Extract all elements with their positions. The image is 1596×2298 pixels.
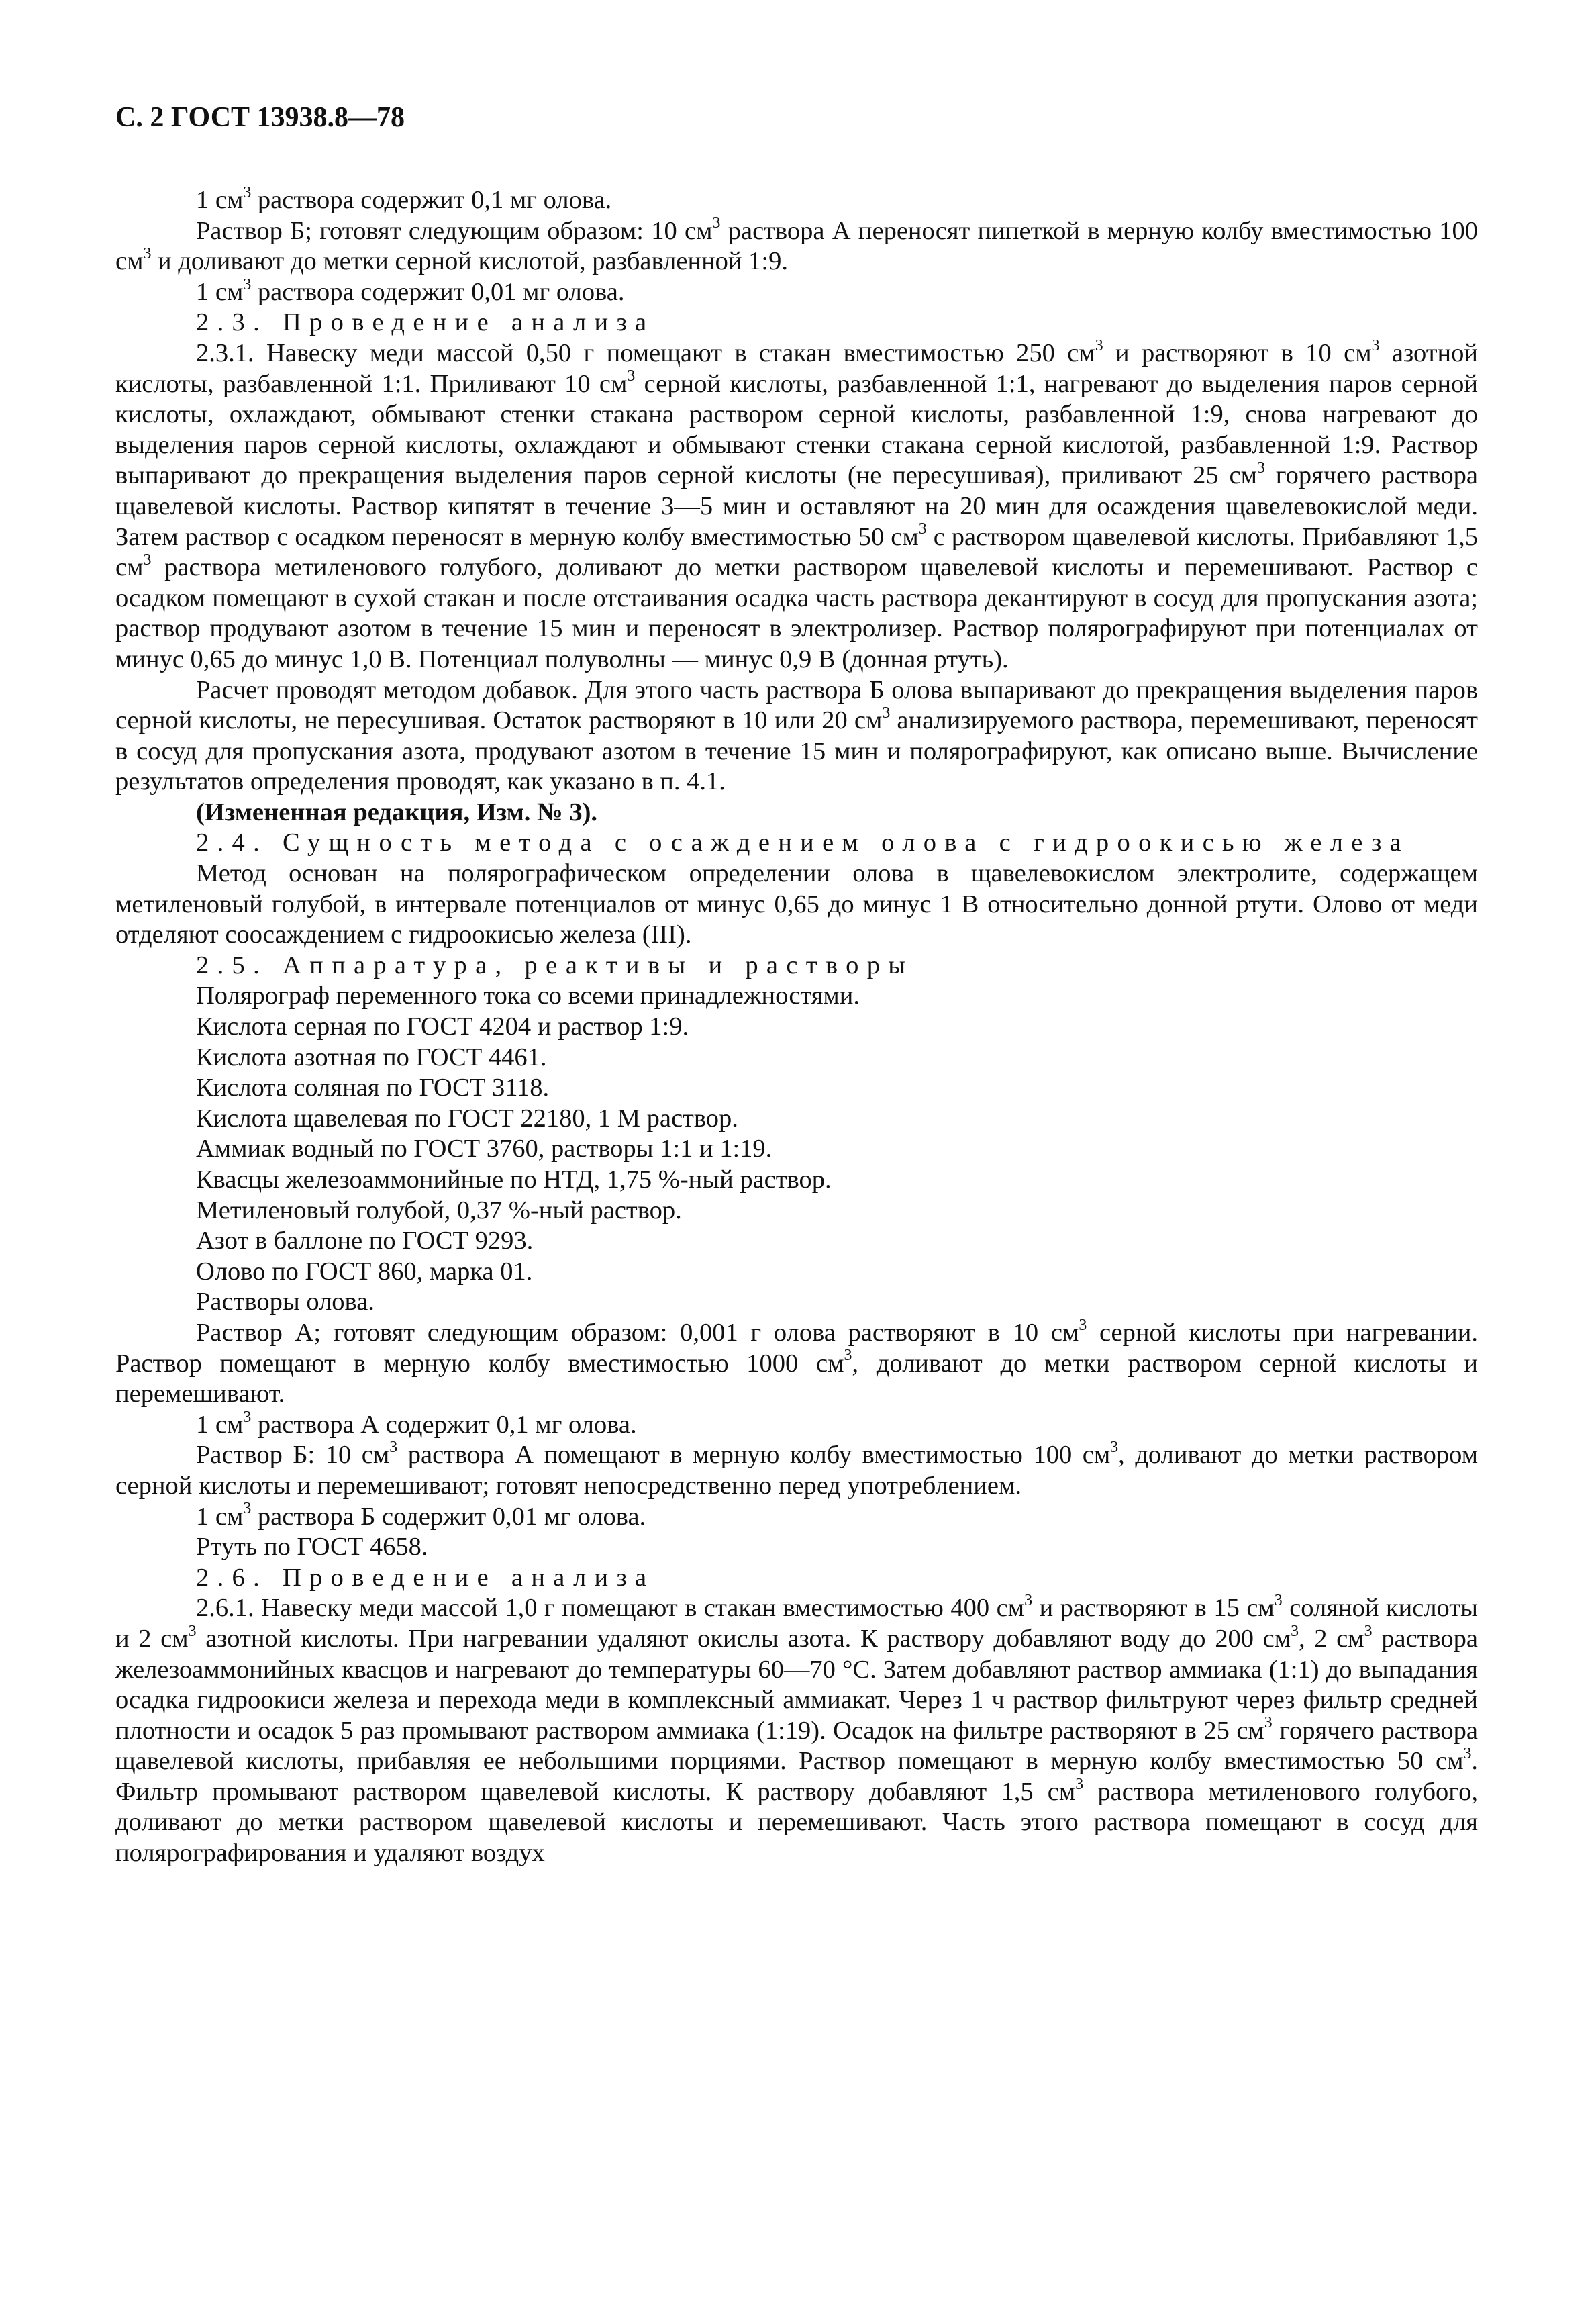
paragraph-p18: Метиленовый голубой, 0,37 %-ный раствор.: [196, 1196, 682, 1225]
paragraph-p3: 1 $см^3$ раствора содержит 0,01 мг олова.: [196, 275, 625, 306]
paragraph-p19: Азот в баллоне по ГОСТ 9293.: [196, 1227, 534, 1255]
paragraph-p2: Раствор Б; готовят следующим образом: 10 $см^3$ раствора А переносят пипеткой в мерную колбу вместимостью 100 $см^3$ и доливают до метки серной кислотой, разбавленной 1:9.: [115, 214, 1478, 276]
paragraph-p10: 2.5. Аппаратура, реактивы и растворы: [196, 951, 914, 979]
paragraph-p22: Раствор А; готовят следующим образом: 0,001 г олова растворяют в 10 $см^3$ серной кислоты при нагревании. Раствор помещают в мерную колбу вместимостью 1000 $см^3$, доливают до метки раствором серной кислоты и перемешивают.: [115, 1316, 1478, 1408]
paragraph-p1: 1 $см^3$ раствора содержит 0,1 мг олова.: [196, 183, 612, 214]
paragraph-p15: Кислота щавелевая по ГОСТ 22180, 1 М раствор.: [196, 1104, 738, 1133]
paragraph-p26: Ртуть по ГОСТ 4658.: [196, 1533, 428, 1562]
paragraph-p14: Кислота соляная по ГОСТ 3118.: [196, 1073, 550, 1102]
paragraph-p11: Полярограф переменного тока со всеми принадлежностями.: [196, 982, 860, 1010]
paragraph-p23: 1 $см^3$ раствора А содержит 0,1 мг олова.: [196, 1408, 637, 1439]
paragraph-p5: 2.3.1. Навеску меди массой 0,50 г помещают в стакан вместимостью 250 $см^3$ и растворяют в 10 $см^3$ азотной кислоты, разбавленной 1:1. Приливают 10 $см^3$ серной кислоты, разбавленной 1:1, нагревают до выделения паров серной кислоты, охлаждают, обмывают стенки стакана раствором серной кислоты, разбавленной 1:9, снова нагревают до выделения паров серной кислоты, охлаждают и обмывают стенки стакана серной кислотой, разбавленной 1:9. Раствор выпаривают до прекращения выделения паров серной кислоты (не пересушивая), приливают 25 $см^3$ горячего раствора щавелевой кислоты. Раствор кипятят в течение 3—5 мин и оставляют на 20 мин для осаждения щавелевокислой меди. Затем раствор с осадком переносят в мерную колбу вместимостью 50 $см^3$ с раствором щавелевой кислоты. Прибавляют 1,5 $см^3$ раствора метиленового голубого, доливают до метки раствором щавелевой кислоты и перемешивают. Раствор с осадком помещают в сухой стакан и после отстаивания осадка часть раствора декантируют в сосуд для пропускания азота; раствор продувают азотом в течение 15 мин и переносят в электролизер. Раствор полярографируют при потенциалах от минус 0,65 до минус 1,0 В. Потенциал полуволны — минус 0,9 В (донная ртуть).: [115, 336, 1478, 673]
paragraph-p21: Растворы олова.: [196, 1288, 375, 1316]
paragraph-p8: 2.4. Сущность метода с осаждением олова с гидроокисью железа: [196, 828, 1410, 857]
paragraph-p27: 2.6. Проведение анализа: [196, 1563, 655, 1592]
paragraph-p7: (Измененная редакция, Изм. № 3).: [196, 798, 598, 826]
paragraph-p17: Квасцы железоаммонийные по НТД, 1,75 %-ный раствор.: [196, 1165, 832, 1194]
page-header: С. 2 ГОСТ 13938.8—78: [115, 102, 405, 133]
paragraph-p25: 1 $см^3$ раствора Б содержит 0,01 мг олова.: [196, 1500, 646, 1531]
paragraph-p16: Аммиак водный по ГОСТ 3760, растворы 1:1 и 1:19.: [196, 1135, 772, 1163]
document-page: [115, 101, 1478, 2249]
paragraph-p24: Раствор Б: 10 $см^3$ раствора А помещают в мерную колбу вместимостью 100 $см^3$, доливают до метки раствором серной кислоты и перемешивают; готовят непосредственно перед употреблением.: [115, 1439, 1478, 1500]
paragraph-p20: Олово по ГОСТ 860, марка 01.: [196, 1257, 533, 1286]
paragraph-p4: 2.3. Проведение анализа: [196, 308, 655, 337]
paragraph-p28: 2.6.1. Навеску меди массой 1,0 г помещают в стакан вместимостью 400 $см^3$ и растворяют в 15 $см^3$ соляной кислоты и 2 $см^3$ азотной кислоты. При нагревании удаляют окислы азота. К раствору добавляют воду до 200 $см^3$, 2 $см^3$ раствора железоаммонийных квасцов и нагревают до температуры 60—70 °С. Затем добавляют раствор аммиака (1:1) до выпадания осадка гидроокиси железа и перехода меди в комплексный аммиакат. Через 1 ч раствор фильтруют через фильтр средней плотности и осадок 5 раз промывают раствором аммиака (1:19). Осадок на фильтре растворяют в 25 $см^3$ горячего раствора щавелевой кислоты, прибавляя ее небольшими порциями. Раствор помещают в мерную колбу вместимостью 50 $см^3$. Фильтр промывают раствором щавелевой кислоты. К раствору добавляют 1,5 $см^3$ раствора метиленового голубого, доливают до метки раствором щавелевой кислоты и перемешивают. Часть этого раствора помещают в сосуд для полярографирования и удаляют воздух: [115, 1592, 1478, 1868]
paragraph-p12: Кислота серная по ГОСТ 4204 и раствор 1:9.: [196, 1012, 689, 1041]
paragraph-p9: Метод основан на полярографическом определении олова в щавелевокислом электролите, содержащем метиленовый голубой, в интервале потенциалов от минус 0,65 до минус 1 В относительно донной ртути. Олово от меди отделяют соосаждением с гидроокисью железа (III).: [115, 859, 1478, 949]
paragraph-p13: Кислота азотная по ГОСТ 4461.: [196, 1043, 547, 1071]
paragraph-p6: Расчет проводят методом добавок. Для этого часть раствора Б олова выпаривают до прекращения выделения паров серной кислоты, не пересушивая. Остаток растворяют в 10 или 20 $см^3$ анализируемого раствора, перемешивают, переносят в сосуд для пропускания азота, продувают азотом в течение 15 мин и полярографируют, как описано выше. Вычисление результатов определения проводят, как указано в п. 4.1.: [115, 675, 1478, 796]
document-body: [115, 185, 1478, 1869]
